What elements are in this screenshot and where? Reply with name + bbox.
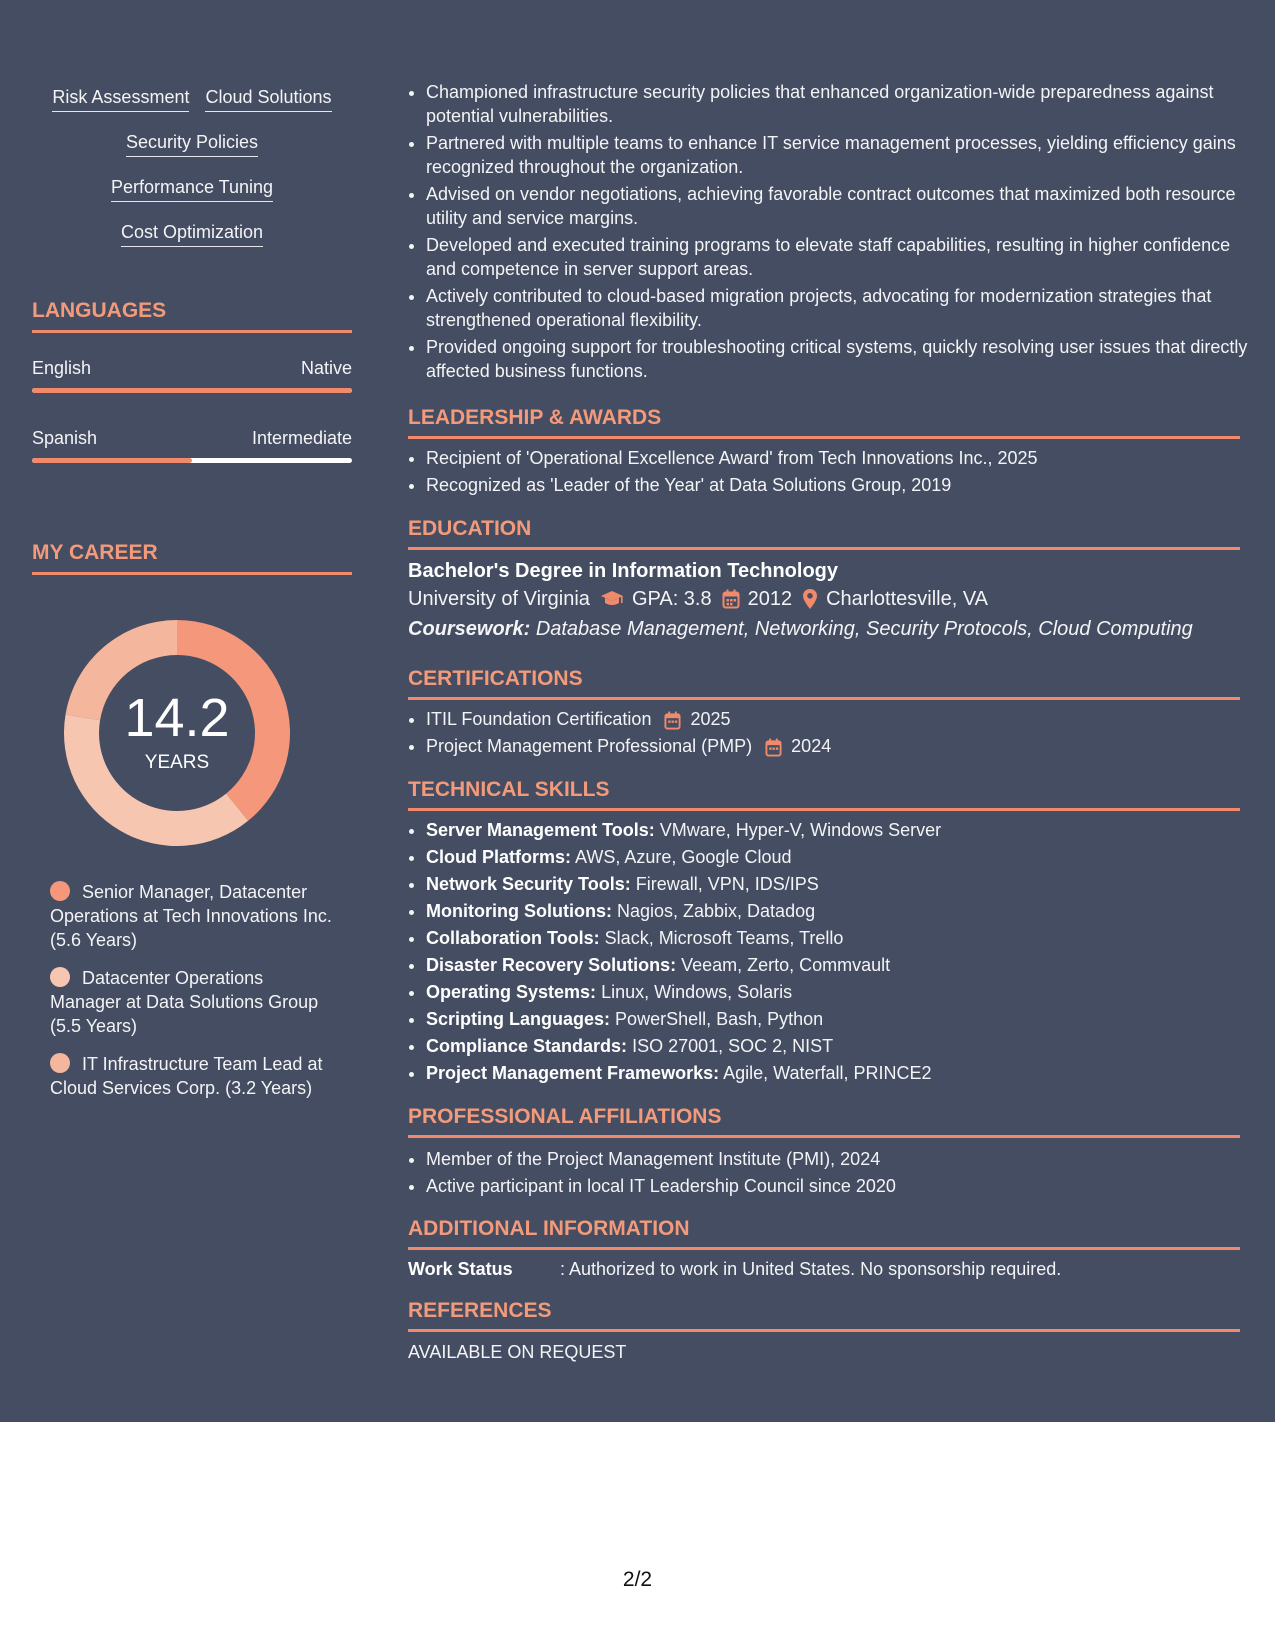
skill-category: Scripting Languages: <box>426 1009 611 1029</box>
language-name: English <box>32 358 92 378</box>
language-bar-fill <box>32 458 192 463</box>
certification-item <box>426 707 1258 731</box>
graduation-cap-icon <box>600 590 624 608</box>
experience-bullet: • Provided ongoing support for troubleshooting critical systems, quickly resolving user issues that directly affected business functions. <box>426 335 1258 383</box>
experience-bullet: • Advised on vendor negotiations, achieving favorable contract outcomes that maximized both resource utility and service margins. <box>426 182 1258 230</box>
certification-name: ITIL Foundation Certification <box>426 709 652 729</box>
references-heading: REFERENCES <box>408 1298 1240 1332</box>
calendar-icon <box>664 711 681 730</box>
page-number: 2/2 <box>622 1568 653 1591</box>
career-item-label: IT Infrastructure Team Lead at Cloud Services Corp. (3.2 Years) <box>50 1054 323 1098</box>
technical-skill <box>426 1061 1258 1085</box>
work-status-value: : Authorized to work in United States. No sponsorship required. <box>560 1259 1062 1279</box>
skill-category: Monitoring Solutions: <box>426 901 612 921</box>
language-level: Native <box>300 358 352 378</box>
language-name: Spanish <box>32 428 98 448</box>
career-total-unit: YEARS <box>144 752 210 773</box>
career-item-label: Datacenter Operations Manager at Data Solutions Group (5.5 Years) <box>50 968 319 1036</box>
skill-chip: Risk Assessment <box>52 86 189 112</box>
skill-category: Disaster Recovery Solutions: <box>426 955 677 975</box>
skills-chips <box>32 86 352 266</box>
career-donut <box>64 620 290 846</box>
leadership-list <box>408 446 1258 500</box>
language-spanish <box>32 427 352 463</box>
language-bar <box>32 388 352 393</box>
technical-skill <box>426 845 1258 869</box>
career-item-label: Senior Manager, Datacenter Operations at Tech Innovations Inc. (5.6 Years) <box>50 882 332 950</box>
career-item <box>50 880 332 952</box>
certifications-list <box>408 707 1258 761</box>
skill-category: Collaboration Tools: <box>426 928 600 948</box>
skill-chip: Performance Tuning <box>111 176 273 202</box>
career-heading: MY CAREER <box>32 540 352 575</box>
education-block <box>408 558 1240 644</box>
leadership-heading: LEADERSHIP & AWARDS <box>408 405 1240 439</box>
career-item <box>50 1052 332 1100</box>
technical-skill <box>426 980 1258 1004</box>
affiliation-item: • Active participant in local IT Leadership Council since 2020 <box>426 1174 1258 1198</box>
language-bar-fill <box>32 388 352 393</box>
technical-skill <box>426 1007 1258 1031</box>
skill-values: Firewall, VPN, IDS/IPS <box>635 874 819 894</box>
technical-skills-list <box>408 818 1258 1088</box>
skill-values: AWS, Azure, Google Cloud <box>575 847 792 867</box>
affiliations-heading: PROFESSIONAL AFFILIATIONS <box>408 1104 1240 1138</box>
skill-values: Nagios, Zabbix, Datadog <box>616 901 816 921</box>
leadership-item: • Recognized as 'Leader of the Year' at Data Solutions Group, 2019 <box>426 473 1258 497</box>
education-heading: EDUCATION <box>408 516 1240 550</box>
skill-category: Project Management Frameworks: <box>426 1063 720 1083</box>
school-location: Charlottesville, VA <box>826 588 989 610</box>
certification-name: Project Management Professional (PMP) <box>426 736 753 756</box>
certification-year: 2024 <box>791 736 832 756</box>
experience-bullets <box>408 80 1258 386</box>
legend-dot <box>50 881 70 901</box>
skill-values: PowerShell, Bash, Python <box>615 1009 824 1029</box>
skill-values: Veeam, Zerto, Commvault <box>681 955 891 975</box>
work-status-row <box>408 1257 1240 1281</box>
skill-values: Linux, Windows, Solaris <box>601 982 793 1002</box>
school-name: University of Virginia <box>408 588 590 610</box>
technical-skill <box>426 953 1258 977</box>
technical-skill <box>426 818 1258 842</box>
gpa: GPA: 3.8 <box>631 588 712 610</box>
legend-dot <box>50 967 70 987</box>
skill-values: VMware, Hyper-V, Windows Server <box>659 820 942 840</box>
certifications-heading: CERTIFICATIONS <box>408 666 1240 700</box>
skill-category: Network Security Tools: <box>426 874 631 894</box>
experience-bullet: • Actively contributed to cloud-based migration projects, advocating for modernization strategies that strengthened operational flexibility. <box>426 284 1258 332</box>
technical-skill <box>426 1034 1258 1058</box>
additional-info-heading: ADDITIONAL INFORMATION <box>408 1216 1240 1250</box>
technical-skill <box>426 926 1258 950</box>
career-list <box>50 880 332 1114</box>
affiliations-list <box>408 1147 1258 1201</box>
certification-item <box>426 734 1258 758</box>
language-bar <box>32 458 352 463</box>
experience-bullet: • Partnered with multiple teams to enhance IT service management processes, yielding efficiency gains recognized throughout the organization. <box>426 131 1258 179</box>
skill-category: Compliance Standards: <box>426 1036 628 1056</box>
education-details <box>408 584 1240 614</box>
coursework-list: Database Management, Networking, Security Protocols, Cloud Computing <box>535 618 1193 640</box>
skill-chip: Cloud Solutions <box>205 86 331 112</box>
calendar-icon <box>722 589 740 609</box>
skill-category: Server Management Tools: <box>426 820 655 840</box>
work-status-label: Work Status <box>408 1259 513 1279</box>
leadership-item: • Recipient of 'Operational Excellence Award' from Tech Innovations Inc., 2025 <box>426 446 1258 470</box>
language-english <box>32 357 352 393</box>
coursework <box>408 614 1240 644</box>
language-level: Intermediate <box>251 428 352 448</box>
map-pin-icon <box>802 588 818 610</box>
legend-dot <box>50 1053 70 1073</box>
skill-values: ISO 27001, SOC 2, NIST <box>632 1036 834 1056</box>
languages-heading: LANGUAGES <box>32 298 352 333</box>
skill-category: Operating Systems: <box>426 982 597 1002</box>
coursework-label: Coursework: <box>408 618 531 640</box>
references-text: AVAILABLE ON REQUEST <box>408 1342 627 1362</box>
career-total-years: 14.2 <box>124 688 230 748</box>
technical-skill <box>426 899 1258 923</box>
experience-bullet: • Developed and executed training programs to elevate staff capabilities, resulting in higher confidence and competence in server support areas. <box>426 233 1258 281</box>
career-item <box>50 966 332 1038</box>
skill-chip: Security Policies <box>126 131 258 157</box>
skill-category: Cloud Platforms: <box>426 847 572 867</box>
skill-values: Slack, Microsoft Teams, Trello <box>604 928 844 948</box>
degree-title: Bachelor's Degree in Information Technology <box>408 560 839 582</box>
technical-skills-heading: TECHNICAL SKILLS <box>408 777 1240 811</box>
skill-chip: Cost Optimization <box>121 221 263 247</box>
graduation-year: 2012 <box>747 588 793 610</box>
technical-skill <box>426 872 1258 896</box>
calendar-icon <box>765 738 782 757</box>
affiliation-item: • Member of the Project Management Institute (PMI), 2024 <box>426 1147 1258 1171</box>
certification-year: 2025 <box>690 709 731 729</box>
experience-bullet: • Championed infrastructure security policies that enhanced organization-wide preparedness against potential vulnerabilities. <box>426 80 1258 128</box>
skill-values: Agile, Waterfall, PRINCE2 <box>723 1063 932 1083</box>
